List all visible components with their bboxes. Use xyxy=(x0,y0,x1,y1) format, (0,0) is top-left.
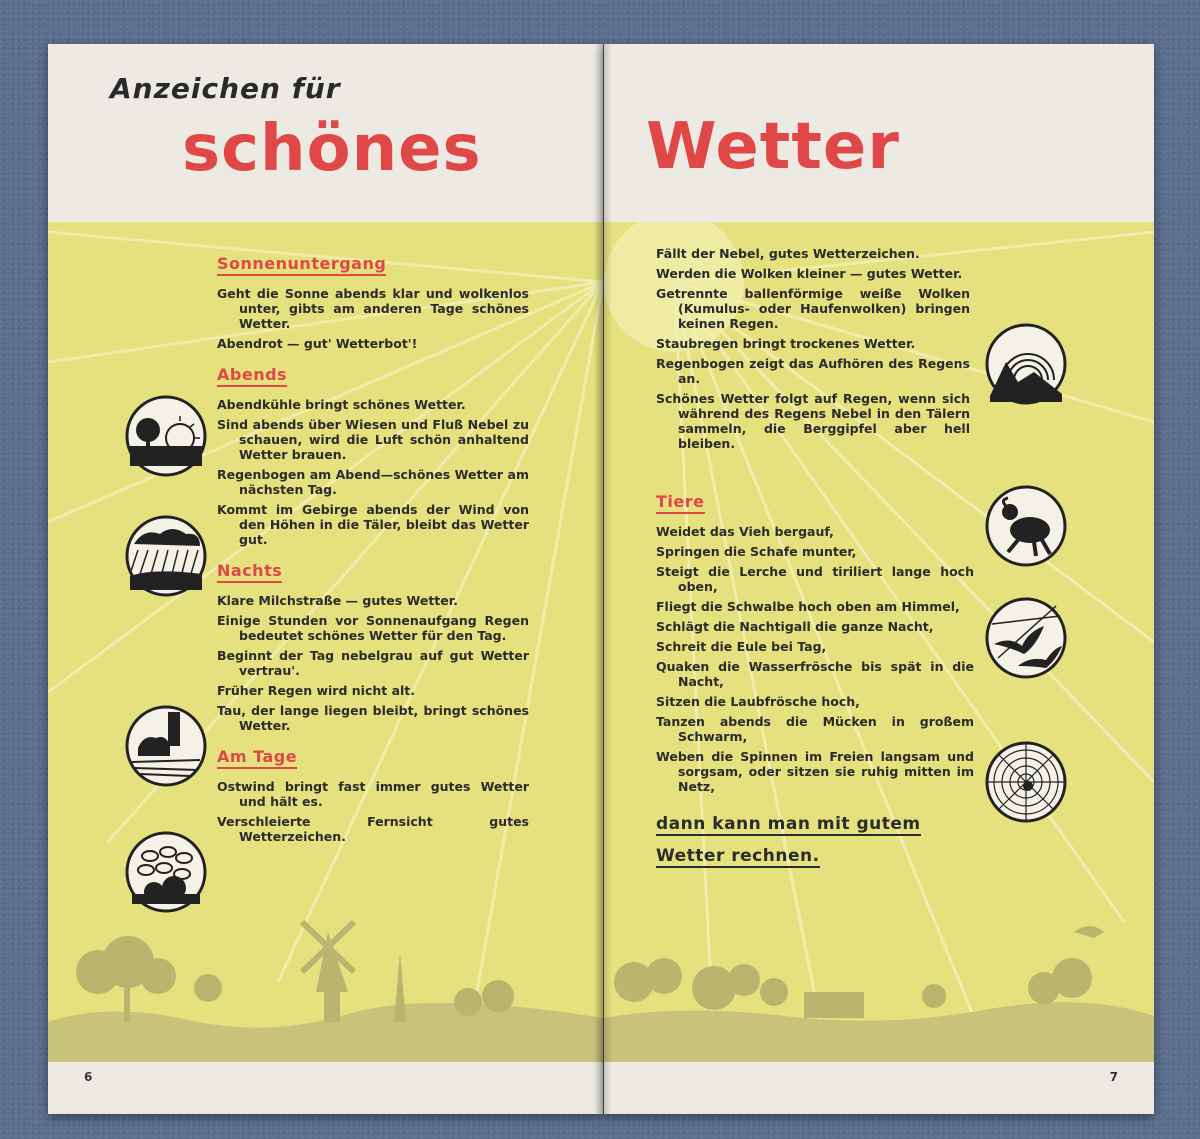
paragraph: Weidet das Vieh bergauf, xyxy=(656,524,834,539)
page-number-right: 7 xyxy=(1109,1070,1118,1084)
paragraph: Kommt im Gebirge abends der Wind von den Höhen in die Täler, bleibt das Wetter gut. xyxy=(217,502,529,547)
paragraph: Steigt die Lerche und tiriliert lange hoch oben, xyxy=(656,564,974,594)
conclusion xyxy=(656,808,974,873)
paragraph: Abendrot — gut' Wetterbot'! xyxy=(217,336,418,351)
paragraph: Einige Stunden vor Sonnenaufgang Regen bedeutet schönes Wetter für den Tag. xyxy=(217,613,529,643)
section-nachts xyxy=(217,561,529,733)
title-big-right: Wetter xyxy=(646,110,900,184)
title-big-left: schönes xyxy=(182,112,482,186)
paragraph: Sitzen die Laubfrösche hoch, xyxy=(656,694,860,709)
paragraph: Getrennte ballenförmige weiße Wolken (Kumulus- oder Haufenwolken) bringen keinen Regen. xyxy=(656,286,970,331)
section-heading: Am Tage xyxy=(217,747,297,769)
paragraph: Schreit die Eule bei Tag, xyxy=(656,639,827,654)
paragraph: Tanzen abends die Mücken in großem Schwarm, xyxy=(656,714,974,744)
paragraph: Verschleierte Fernsicht gutes Wetterzeichen. xyxy=(217,814,529,844)
paragraph: Staubregen bringt trockenes Wetter. xyxy=(656,336,916,351)
paragraph: Ostwind bringt fast immer gutes Wetter und hält es. xyxy=(217,779,529,809)
paragraph: Schönes Wetter folgt auf Regen, wenn sich während des Regens Nebel in den Tälern sammeln, die Berggipfel aber hell bleiben. xyxy=(656,391,970,451)
section-heading: Abends xyxy=(217,365,287,387)
title-small: Anzeichen für xyxy=(110,72,341,105)
left-page xyxy=(48,44,603,1114)
section-heading: Tiere xyxy=(656,492,705,514)
paragraph: Fällt der Nebel, gutes Wetterzeichen. xyxy=(656,246,920,261)
book-gutter xyxy=(594,44,612,1114)
paragraph: Tau, der lange liegen bleibt, bringt schönes Wetter. xyxy=(217,703,529,733)
paragraph: Geht die Sonne abends klar und wolkenlos unter, gibts am anderen Tage schönes Wetter. xyxy=(217,286,529,331)
page-number-left: 6 xyxy=(84,1070,93,1084)
jumping-sheep-icon xyxy=(984,484,1068,568)
paragraph: Sind abends über Wiesen und Fluß Nebel zu schauen, wird die Luft schön anhaltend Wetter brauen. xyxy=(217,417,529,462)
paragraph: Fliegt die Schwalbe hoch oben am Himmel, xyxy=(656,599,960,614)
swallows-icon xyxy=(984,596,1068,680)
rain-clouds-icon xyxy=(124,514,208,598)
section-abends xyxy=(217,365,529,547)
conclusion-line-2: Wetter rechnen. xyxy=(656,846,820,867)
paragraph: Regenbogen am Abend—schönes Wetter am nächsten Tag. xyxy=(217,467,529,497)
paragraph: Regenbogen zeigt das Aufhören des Regens an. xyxy=(656,356,970,386)
paragraph: Weben die Spinnen im Freien langsam und sorgsam, oder sitzen sie ruhig mitten im Netz, xyxy=(656,749,974,794)
paragraph: Beginnt der Tag nebelgrau auf gut Wetter vertrau'. xyxy=(217,648,529,678)
right-text-column xyxy=(656,246,970,456)
paragraph: Früher Regen wird nicht alt. xyxy=(217,683,416,698)
section-tiere xyxy=(656,492,974,873)
spider-web-icon xyxy=(984,740,1068,824)
paragraph: Schlägt die Nachtigall die ganze Nacht, xyxy=(656,619,934,634)
paragraph: Quaken die Wasserfrösche bis spät in die Nacht, xyxy=(656,659,974,689)
paragraph: Springen die Schafe munter, xyxy=(656,544,857,559)
right-page xyxy=(604,44,1154,1114)
conclusion-line-1: dann kann man mit gutem xyxy=(656,814,921,834)
landscape-silhouette-left xyxy=(48,892,603,1062)
section-am-tage xyxy=(217,747,529,844)
left-text-column xyxy=(217,254,529,858)
section-heading: Sonnenuntergang xyxy=(217,254,386,276)
paragraph: Abendkühle bringt schönes Wetter. xyxy=(217,397,466,412)
sunrise-fog-icon xyxy=(124,704,208,788)
sunset-tree-icon xyxy=(124,394,208,478)
section-heading: Nachts xyxy=(217,561,282,583)
rainbow-mountain-icon xyxy=(984,322,1068,406)
section-sonnenuntergang xyxy=(217,254,529,351)
paragraph: Klare Milchstraße — gutes Wetter. xyxy=(217,593,458,608)
landscape-silhouette-right xyxy=(604,892,1154,1062)
paragraph: Werden die Wolken kleiner — gutes Wetter. xyxy=(656,266,963,281)
